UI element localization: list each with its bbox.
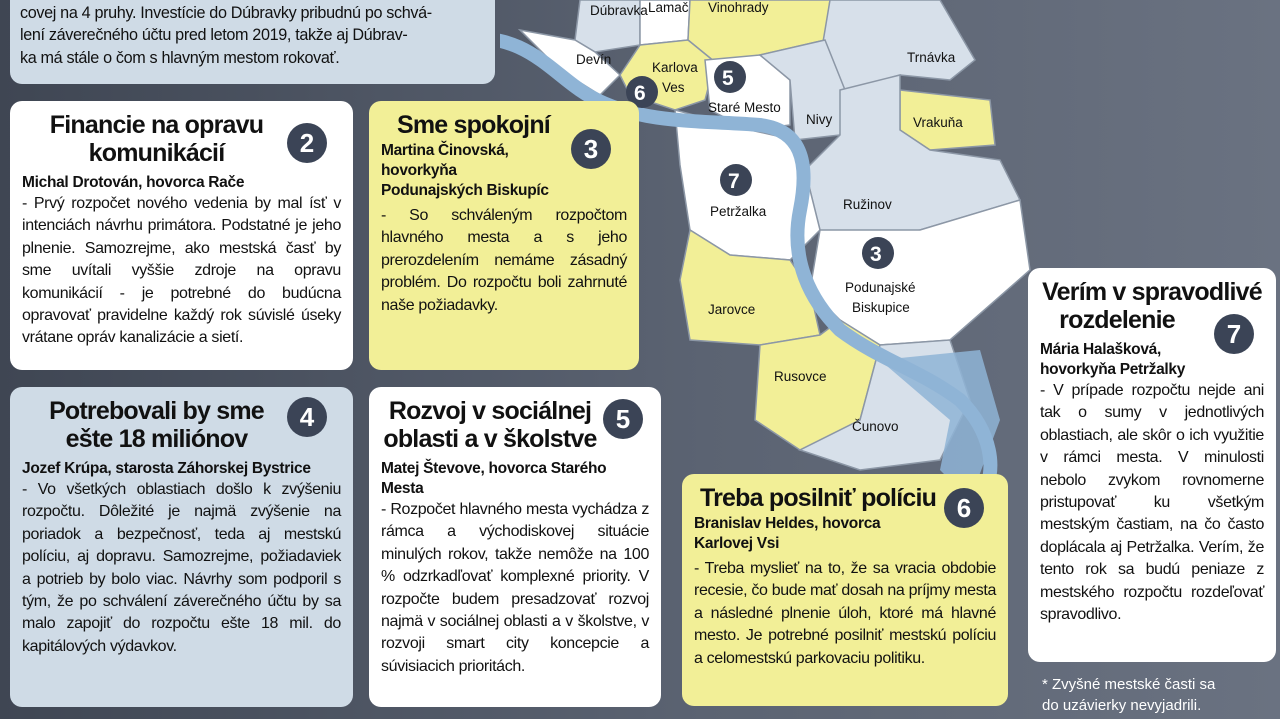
- map-label-rusovce: Rusovce: [774, 369, 827, 384]
- map-label-devin: Devín: [576, 52, 612, 67]
- card-title-line-2: komunikácií: [88, 139, 225, 167]
- card-title-line-1: Verím v spravodlivé: [1042, 278, 1262, 306]
- intro-line-2: lení záverečného účtu pred letom 2019, takže aj Dúbrav-: [20, 26, 408, 45]
- number-badge: 5: [603, 399, 643, 439]
- statement-card-podunajske-biskupice: [369, 101, 639, 370]
- number-badge: 2: [287, 123, 327, 163]
- card-title-line-1: Potrebovali by sme: [49, 397, 264, 425]
- number-badge: 6: [944, 488, 984, 528]
- number-badge: 7: [1214, 314, 1254, 354]
- card-author: Martina Činovská, hovorkyňa Podunajských Biskupíc: [381, 142, 549, 199]
- intro-line-3: ka má stále o čom s hlavným mestom rokovať.: [20, 48, 340, 67]
- map-badge-5-label: 5: [722, 67, 734, 90]
- statement-card-petrzalka: [1028, 268, 1276, 662]
- statement-card-raca: [10, 101, 353, 370]
- card-title-line-1: Sme spokojní: [397, 111, 550, 139]
- card-text: - Prvý rozpočet nového vedenia by mal ísť v intenciách návrhu primátora. Podstatné je jeho plnenie. Samozrejme, ako mestská časť by sme uvítali vyššie zdroje na opravu komunikácií - je potrebné do budúcna opravovať pravidelne každý rok súvislé úseky vrátane opráv kanalizácie a sietí.: [22, 195, 341, 347]
- footnote-line-2: do uzávierky nevyjadrili.: [1042, 697, 1202, 714]
- statement-card-stare-mesto: [369, 387, 661, 707]
- map-label-ruzinov: Ružinov: [843, 197, 892, 212]
- card-title-line-2: rozdelenie: [1059, 306, 1175, 334]
- card-text: - Rozpočet hlavného mesta vychádza z rámca a východiskovej situácie minulých rokov, takže nemôže na 100 % odzrkadľovať komplexné priority. V rozpočte budem presadzovať rozvoj najmä v sociálnej oblasti a v školstve, v rozvoji smart city koncepcie a súvisiacich prioritách.: [381, 501, 649, 675]
- map-label-biskupice: Biskupice: [852, 300, 910, 315]
- intro-line-1: covej na 4 pruhy. Investície do Dúbravky pribudnú po schvá-: [20, 4, 432, 22]
- card-author: Jozef Krúpa, starosta Záhorskej Bystrice: [22, 460, 311, 477]
- map-label-cunovo: Čunovo: [852, 419, 899, 434]
- card-title-line-1: Rozvoj v sociálnej: [388, 397, 592, 425]
- map-badge-6-label: 6: [634, 82, 646, 105]
- number-badge: 4: [287, 397, 327, 437]
- map-label-vinohrady: Vinohrady: [708, 0, 769, 15]
- card-title-line-1: Treba posilniť políciu: [700, 484, 937, 512]
- card-author: Matej Števove, hovorca Starého Mesta: [381, 460, 607, 497]
- intro-text-box: [10, 0, 495, 84]
- card-author: Branislav Heldes, hovorca Karlovej Vsi: [694, 515, 881, 552]
- map-label-stare-mesto: Staré Mesto: [708, 100, 781, 115]
- map-label-karlova: Karlova: [652, 60, 698, 75]
- map-badge-7-label: 7: [728, 170, 740, 193]
- card-text: - V prípade rozpočtu nejde ani tak o sumy v jednotlivých oblastiach, ale skôr o ich využitie v rámci mesta. V minulosti nebolo zvykom rovnomerne pristupovať ku všetkým mestským častiam, na čo často doplácala aj Petržalka. Verím, že tento rok sa budú peniaze z mestského rozpočtu rozdeľovať spravodlivo.: [1040, 382, 1264, 624]
- map-label-trnavka: Trnávka: [907, 50, 956, 65]
- card-text: - Vo všetkých oblastiach došlo k zvýšeniu rozpočtu. Dôležité je najmä zvýšenie na poriadok a bezpečnosť, teda aj mestskú políciu, aj dopravu. Samozrejme, požiadaviek a potrieb by bolo viac. Návrhy som podporil s tým, že po schválení záverečného účtu by sa malo zapojiť do rozpočtu ešte 18 mil. do kapitálových výdavkov.: [22, 481, 341, 655]
- card-author: Mária Halašková, hovorkyňa Petržalky: [1040, 341, 1186, 378]
- map-badge-3-label: 3: [870, 243, 882, 266]
- map-label-ves: Ves: [662, 80, 685, 95]
- map-label-jarovce: Jarovce: [708, 302, 756, 317]
- number-badge: 3: [571, 129, 611, 169]
- map-label-dubravka: Dúbravka: [590, 3, 648, 18]
- map-label-podunajske: Podunajské: [845, 280, 916, 295]
- footnote-line-1: * Zvyšné mestské časti sa: [1042, 676, 1216, 693]
- map-label-petrzalka: Petržalka: [710, 204, 767, 219]
- map-label-vrakuna: Vrakuňa: [913, 115, 963, 130]
- card-title-line-2: ešte 18 miliónov: [65, 425, 248, 453]
- footnote: [1042, 674, 1215, 716]
- map-label-nivy: Nivy: [806, 112, 833, 127]
- card-title-line-1: Financie na opravu: [49, 111, 264, 139]
- card-author: Michal Drotován, hovorca Rače: [22, 174, 245, 191]
- card-text: - So schváleným rozpočtom hlavného mesta a s jeho prerozdelením nemáme zásadný problém. Do rozpočtu boli zahrnuté naše požiadavky.: [381, 207, 627, 314]
- card-text: - Treba myslieť na to, že sa vracia obdobie recesie, čo bude mať dosah na príjmy mesta a následné plnenie úloh, ktoré má hlavné mesto. Je potrebné posilniť mestskú políciu a celomestskú parkovaciu politiku.: [694, 560, 996, 667]
- statement-card-zahorska-bystrica: [10, 387, 353, 707]
- map-label-lamac: Lamač: [648, 0, 689, 15]
- card-title-line-2: oblasti a v školstve: [383, 425, 597, 453]
- statement-card-karlova-ves: [682, 474, 1008, 706]
